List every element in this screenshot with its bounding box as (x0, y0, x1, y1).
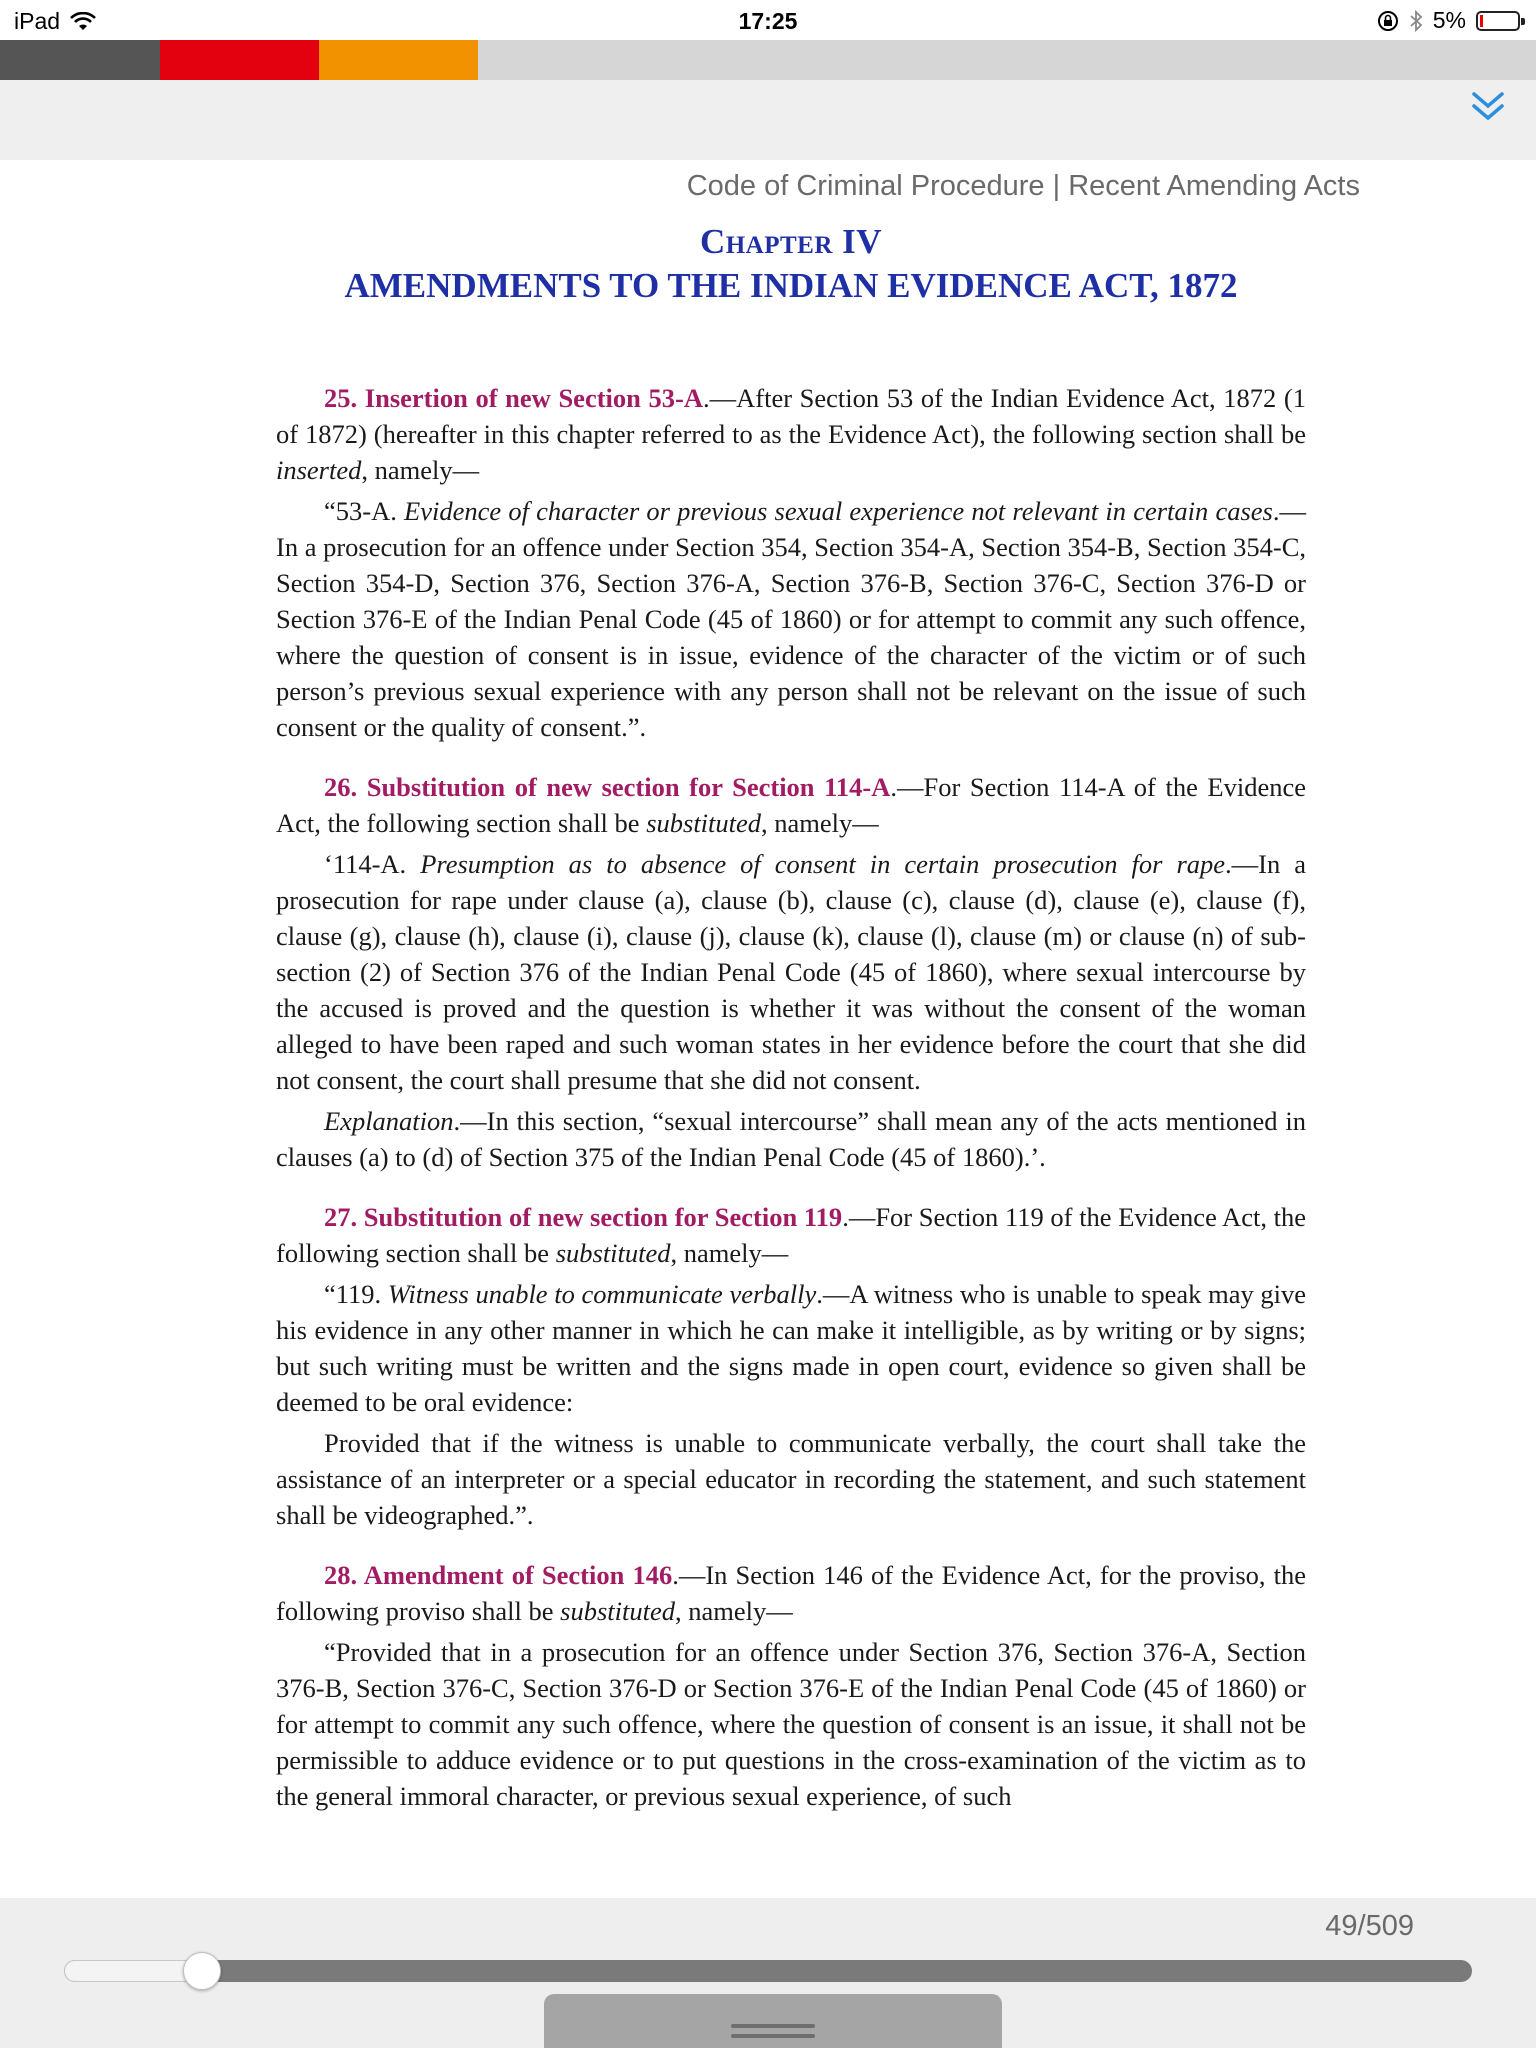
color-strip (0, 40, 1536, 80)
chapter-label: Chapter IV (699, 222, 883, 261)
section-text: , namely— (670, 1238, 789, 1268)
battery-icon (1476, 11, 1520, 31)
drawer-handle[interactable] (544, 1994, 1002, 2048)
status-right (1377, 7, 1520, 34)
quote-title: Presumption as to absence of consent in certain prosecution for rape (420, 849, 1226, 879)
rotation-lock-icon (1377, 10, 1399, 32)
status-time: 17:25 (738, 8, 798, 34)
running-header: Code of Criminal Procedure | Recent Amending Acts (686, 170, 1360, 202)
slider-thumb[interactable] (183, 1952, 221, 1990)
section-text-italic: inserted (276, 455, 362, 485)
section-28-intro (276, 1557, 1306, 1629)
page-indicator: 49/509 (1325, 1910, 1414, 1942)
section-text-italic: substituted (560, 1596, 675, 1626)
explanation-label: Explanation (324, 1106, 454, 1136)
device-name: iPad (14, 8, 61, 34)
section-28-quote: “Provided that in a prosecution for an offence under Section 376, Section 376-A, Section 376-B, Section 376-C, Section 376-D or Section 376-E of the Indian Penal Code (45 of 1860) or for attempt to commit any such offence, where the question of consent is an issue, it shall not be permissible to adduce evidence or to put questions in the cross-examination of the victim as to the general immoral character, or previous sexual experience, of such (276, 1637, 1306, 1811)
section-27-quote (276, 1276, 1306, 1420)
grip-line (731, 2034, 815, 2038)
section-heading: 28. Amendment of Section 146 (324, 1560, 673, 1590)
quote-title: Witness unable to communicate verbally (387, 1279, 817, 1309)
section-heading: 26. Substitution of new section for Section 114-A (324, 772, 891, 802)
quote-text: ‘114-A. (324, 849, 421, 879)
section-27-proviso: Provided that if the witness is unable to communicate verbally, the court shall take the assistance of an interpreter or a special educator in recording the statement, and such statement shall be videographed.”. (276, 1428, 1306, 1530)
section-25-quote (276, 493, 1306, 745)
section-text: , namely— (674, 1596, 793, 1626)
section-text: .—After Section 53 of the Indian Evidence Act, 1872 (1 of 1872) (hereafter in this chapter referred to as the Evidence Act), the following section shall be (276, 383, 1306, 449)
grip-line (731, 2024, 815, 2028)
color-segment-orange (319, 40, 478, 80)
section-text: .—In Section 146 of the Evidence Act, for the proviso, the following proviso shall be (276, 1560, 1306, 1626)
section-text: , namely— (361, 455, 480, 485)
reader-toolbar (0, 40, 1536, 160)
quote-text: “53-A. (324, 496, 405, 526)
section-text-italic: substituted (555, 1238, 671, 1268)
section-26-explanation (276, 1103, 1306, 1175)
section-26-quote (276, 846, 1306, 1098)
section-25-intro (276, 380, 1306, 488)
section-text-italic: substituted (646, 808, 762, 838)
quote-text: .—In a prosecution for an offence under Section 354, Section 354-A, Section 354-B, Section 354-C, Section 354-D, Section 376, Section 376-A, Section 376-B, Section 376-C, Section 376-D or Section 376-E of the Indian Penal Code (45 of 1860) or for attempt to commit any such offence, where the question of consent is in issue, evidence of the character of the victim or of such person’s previous sexual experience with any person shall not be relevant on the issue of such consent or the quality of consent.”. (276, 496, 1306, 742)
double-chevron-down-icon[interactable] (1468, 88, 1508, 128)
quote-text: .—A witness who is unable to speak may give his evidence in any other manner in which he can make it intelligible, as by writing or by signs; but such writing must be written and the signs made in open court, evidence so given shall be deemed to be oral evidence: (276, 1279, 1306, 1417)
quote-text: .—In a prosecution for rape under clause (a), clause (b), clause (c), clause (d), clause (e), clause (f), clause (g), clause (h), clause (i), clause (j), clause (k), clause (l), clause (m) or clause (n) of sub-section (2) of Section 376 of the Indian Penal Code (45 of 1860), where sexual intercourse by the accused is proved and the question is whether it was without the consent of the woman alleged to have been raped and such woman states in her evidence before the court that she did not consent, the court shall presume that she did not consent. (276, 849, 1306, 1095)
slider-progress (64, 1960, 202, 1982)
section-text: .—For Section 114-A of the Evidence Act, the following section shall be (276, 772, 1306, 838)
quote-title: Evidence of character or previous sexual experience not relevant in certain cases (404, 496, 1273, 526)
section-27-intro (276, 1199, 1306, 1271)
quote-text: “119. (324, 1279, 388, 1309)
section-26-intro (276, 769, 1306, 841)
bluetooth-icon (1409, 10, 1423, 32)
section-heading: 25. Insertion of new Section 53-A (324, 383, 703, 413)
page-slider[interactable] (64, 1960, 1472, 1982)
section-heading: 27. Substitution of new section for Section 119 (324, 1202, 843, 1232)
document-body (276, 380, 1306, 1819)
status-bar (0, 0, 1536, 40)
chapter-title: AMENDMENTS TO THE INDIAN EVIDENCE ACT, 1872 (344, 266, 1238, 305)
color-segment-gray (0, 40, 160, 80)
section-text: .—For Section 119 of the Evidence Act, the following section shall be (276, 1202, 1307, 1268)
section-text: , namely— (761, 808, 879, 838)
color-segment-red (160, 40, 319, 80)
bottom-bar (0, 1898, 1536, 2048)
explanation-text: .—In this section, “sexual intercourse” shall mean any of the acts mentioned in clauses (a) to (d) of Section 375 of the Indian Penal Code (45 of 1860).’. (276, 1106, 1306, 1172)
battery-percent: 5% (1432, 7, 1466, 33)
